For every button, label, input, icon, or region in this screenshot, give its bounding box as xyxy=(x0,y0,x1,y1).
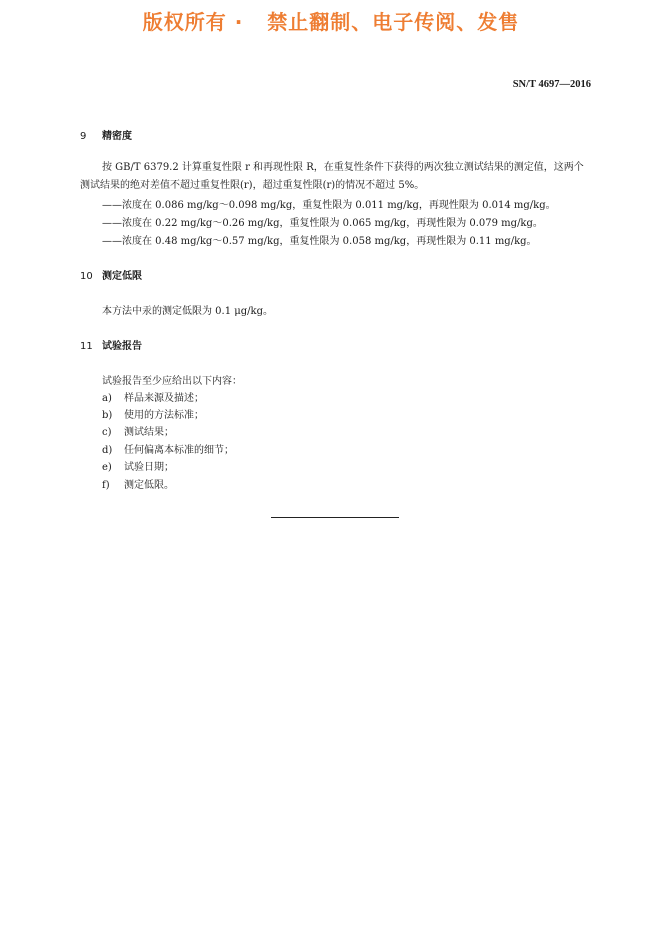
section-title: 测定低限 xyxy=(102,271,142,282)
report-item xyxy=(102,476,174,491)
item-label: e) xyxy=(102,462,112,473)
report-item xyxy=(102,389,204,404)
report-intro: 试验报告至少应给出以下内容： xyxy=(102,376,242,387)
precision-item: ——浓度在 0.48 mg/kg～0.57 mg/kg，重复性限为 0.058 mg/kg，再现性限为 0.11 mg/kg。 xyxy=(102,236,537,247)
item-text: 测定低限。 xyxy=(124,480,174,491)
report-item xyxy=(102,441,234,456)
precision-item: ——浓度在 0.22 mg/kg～0.26 mg/kg，重复性限为 0.065 mg/kg，再现性限为 0.079 mg/kg。 xyxy=(102,218,543,229)
report-item xyxy=(102,423,174,438)
item-label: d) xyxy=(102,445,113,456)
section-9-heading xyxy=(80,127,132,142)
precision-item: ——浓度在 0.086 mg/kg～0.098 mg/kg，重复性限为 0.011 mg/kg，再现性限为 0.014 mg/kg。 xyxy=(102,200,556,211)
item-label: a) xyxy=(102,393,112,404)
report-item xyxy=(102,458,174,473)
item-text: 试验日期； xyxy=(124,462,174,473)
section-10-heading xyxy=(80,267,142,282)
item-label: b) xyxy=(102,410,113,421)
item-text: 任何偏离本标准的细节； xyxy=(124,445,234,456)
item-text: 样品来源及描述； xyxy=(124,393,204,404)
item-text: 测试结果； xyxy=(124,427,174,438)
item-text: 使用的方法标准； xyxy=(124,410,204,421)
section-11-heading xyxy=(80,337,142,352)
section-title: 精密度 xyxy=(102,131,132,142)
section-title: 试验报告 xyxy=(102,341,142,352)
section-number: 10 xyxy=(80,271,93,282)
end-of-document-rule xyxy=(271,517,399,518)
item-label: c) xyxy=(102,427,112,438)
standard-code: SN/T 4697—2016 xyxy=(512,79,591,90)
section-9-paragraph: 按 GB/T 6379.2 计算重复性限 r 和再现性限 R，在重复性条件下获得的两次独立测试结果的测定值，这两个测试结果的绝对差值不超过重复性限(r)，超过重复性限(r)的情况不超过 5%。 xyxy=(80,162,584,191)
item-label: f) xyxy=(102,480,110,491)
section-number: 9 xyxy=(80,131,87,142)
section-10-paragraph: 本方法中汞的测定低限为 0.1 μg/kg。 xyxy=(102,306,273,317)
watermark-text: 版权所有 · 禁止翻制、电子传阅、发售 xyxy=(142,10,520,34)
report-item xyxy=(102,406,204,421)
section-number: 11 xyxy=(80,341,93,352)
